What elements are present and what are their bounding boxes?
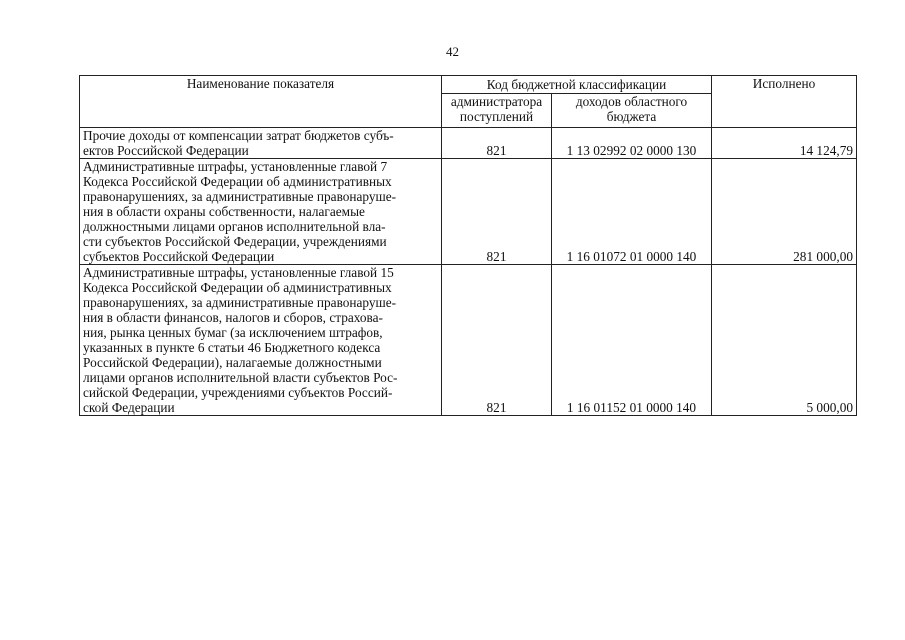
indicator-name-line: указанных в пункте 6 статьи 46 Бюджетного кодекса — [83, 340, 381, 355]
executed-amount-cell: 5 000,00 — [712, 265, 857, 416]
indicator-name-line: лицами органов исполнительной власти субъектов Рос- — [83, 370, 398, 385]
indicator-name-cell — [80, 128, 442, 159]
table-header — [80, 76, 857, 128]
indicator-name-line: правонарушениях, за административные правонаруше- — [83, 189, 397, 204]
income-code-cell: 1 16 01072 01 0000 140 — [552, 159, 712, 265]
indicator-name-line: Кодекса Российской Федерации об административных — [83, 280, 392, 295]
table-row — [80, 265, 857, 416]
income-code-cell: 1 16 01152 01 0000 140 — [552, 265, 712, 416]
header-executed: Исполнено — [712, 76, 857, 128]
indicator-name-cell — [80, 159, 442, 265]
header-administrator-line-2: поступлений — [459, 109, 534, 124]
table-row — [80, 128, 857, 159]
indicator-name-line: ской Федерации — [83, 400, 175, 415]
indicator-name-cell — [80, 265, 442, 416]
header-administrator — [442, 94, 552, 128]
header-administrator-line-1: администратора — [450, 94, 543, 109]
indicator-name-line: Российской Федерации), налагаемые должностными — [83, 355, 382, 370]
indicator-name-line: правонарушениях, за административные правонаруше- — [83, 295, 397, 310]
indicator-name-line: субъектов Российской Федерации — [83, 249, 275, 264]
indicator-name-line: сийской Федерации, учреждениями субъектов Россий- — [83, 385, 393, 400]
header-income-line-2: бюджета — [606, 109, 657, 124]
table-row — [80, 159, 857, 265]
indicator-name-line: Кодекса Российской Федерации об административных — [83, 174, 392, 189]
header-budget-code: Код бюджетной классификации — [442, 76, 712, 94]
indicator-name-line: должностными лицами органов исполнительной вла- — [83, 219, 386, 234]
administrator-code-cell: 821 — [442, 128, 552, 159]
income-code-cell: 1 13 02992 02 0000 130 — [552, 128, 712, 159]
indicator-name-line: ния в области охраны собственности, налагаемые — [83, 204, 365, 219]
header-indicator-name: Наименование показателя — [80, 76, 442, 128]
budget-table — [79, 75, 857, 416]
administrator-code-cell: 821 — [442, 265, 552, 416]
administrator-code-cell: 821 — [442, 159, 552, 265]
indicator-name-line: ния в области финансов, налогов и сборов, страхова- — [83, 310, 383, 325]
header-income-line-1: доходов областного — [575, 94, 688, 109]
indicator-name-line: ектов Российской Федерации — [83, 143, 249, 158]
indicator-name-line: Административные штрафы, установленные главой 15 — [83, 265, 394, 280]
header-regional-income — [552, 94, 712, 128]
table-body — [80, 128, 857, 416]
page-number: 42 — [446, 44, 459, 59]
indicator-name-line: Административные штрафы, установленные главой 7 — [83, 159, 388, 174]
executed-amount-cell: 281 000,00 — [712, 159, 857, 265]
indicator-name-line: ния, рынка ценных бумаг (за исключением штрафов, — [83, 325, 383, 340]
executed-amount-cell: 14 124,79 — [712, 128, 857, 159]
indicator-name-line: сти субъектов Российской Федерации, учреждениями — [83, 234, 387, 249]
indicator-name-line: Прочие доходы от компенсации затрат бюджетов субъ- — [83, 128, 394, 143]
